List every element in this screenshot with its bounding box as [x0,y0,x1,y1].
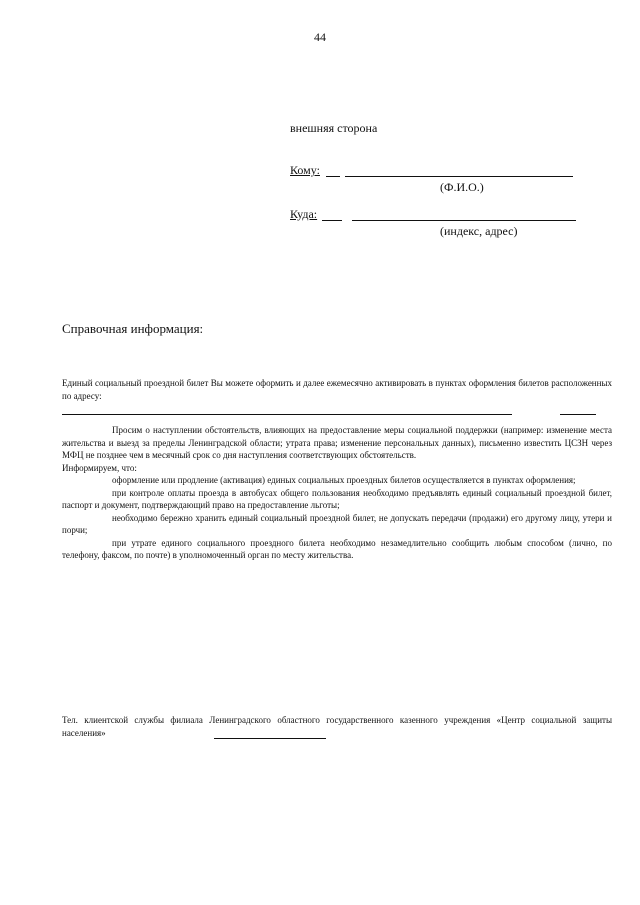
where-label: Куда: [290,207,318,221]
inform-label: Информируем, что: [62,462,137,473]
request-paragraph: Просим о наступлении обстоятельств, влияющих на предоставление меры социальной поддержки (например: изменение места жительства и выезд за пределы Ленинградской области; утрата права; изменение персональных данных), письменно известить ЦСЗН через МФЦ не позднее чем в месячный срок со дня наступления соответствующих обстоятельств. [62,425,612,460]
info-item: при контроле оплаты проезда в автобусах общего пользования необходимо предъявлять единый социальный проездной билет, паспорт и документ, подтверждающий право на предоставление льготы; [62,487,612,510]
info-item: необходимо бережно хранить единый социальный проездной билет, не допускать передачи (продажи) его другому лицу, утери и порчи; [62,512,612,535]
to-short-line [326,176,340,177]
where-field-line [352,220,576,221]
address-blank-line [62,414,512,415]
intro-paragraph: Единый социальный проездной билет Вы можете оформить и далее ежемесячно активировать в пунктах оформления билетов расположенных по адресу: [62,378,612,401]
footer-phone-text: Тел. клиентской службы филиала Ленинградского областного государственного казенного учреждения «Центр социальной защиты населения» [62,715,612,738]
info-item: оформление или продление (активация) единых социальных проездных билетов осуществляется в пунктах оформления; [112,475,576,485]
where-short-line [322,220,342,221]
section-title: Справочная информация: [62,321,204,336]
to-field-line [345,176,573,177]
address-blank-line-end [560,414,596,415]
to-label: Кому: [290,163,320,177]
info-item: при утрате единого социального проездного билета необходимо незамедлительно сообщить любым способом (лично, по телефону, факсом, по почте) в уполномоченный орган по месту жительства. [62,537,612,560]
info-block [62,424,612,562]
side-label: внешняя сторона [290,121,378,135]
to-hint: (Ф.И.О.) [440,180,484,194]
page-number: 44 [314,30,326,44]
where-hint: (индекс, адрес) [440,224,518,238]
footer-phone-line [214,738,326,739]
